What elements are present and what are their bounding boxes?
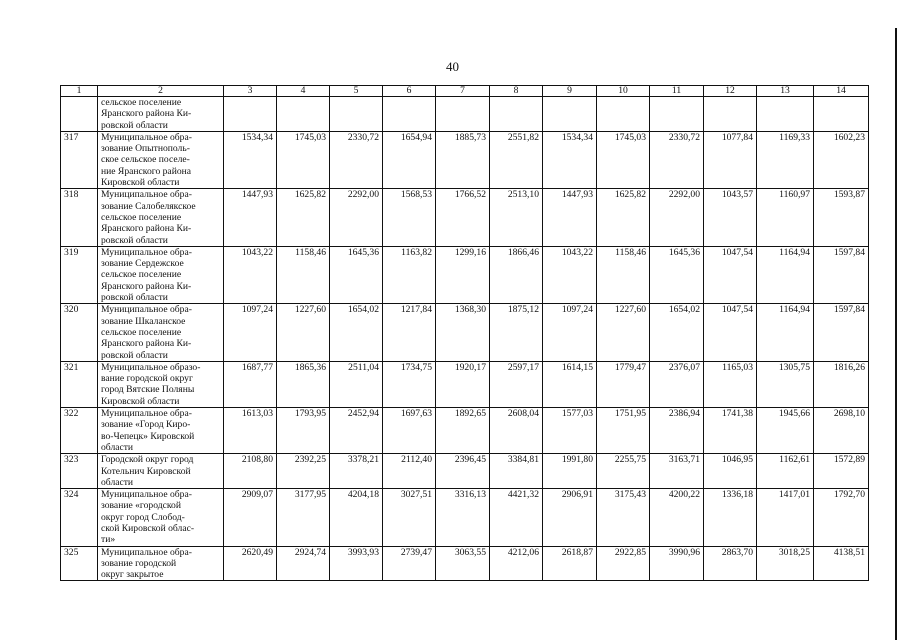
value-cell: [543, 97, 597, 132]
value-cell: 4212,06: [490, 546, 543, 581]
value-cell: 1043,57: [704, 189, 757, 246]
municipality-name-line: ской Кировской облас-: [101, 522, 195, 534]
value-cell: 1741,38: [704, 408, 757, 454]
value-cell: 1697,63: [383, 408, 436, 454]
value-cell: 1625,82: [277, 189, 330, 246]
value-cell: 1227,60: [277, 304, 330, 361]
value-cell: 2330,72: [650, 131, 704, 188]
table-row: [61, 246, 869, 303]
value-cell: 2513,10: [490, 189, 543, 246]
municipality-name-line: зование Сердежское: [101, 258, 184, 270]
column-header: 3: [224, 86, 277, 97]
municipality-name-line: Муниципальное обра-: [101, 131, 192, 143]
value-cell: 2292,00: [650, 189, 704, 246]
column-header: 4: [277, 86, 330, 97]
value-cell: 2551,82: [490, 131, 543, 188]
value-cell: 2608,04: [490, 408, 543, 454]
municipality-name-line: сельское поселение: [101, 97, 182, 108]
table-row: [61, 454, 869, 489]
table-row: [61, 304, 869, 361]
municipality-name-line: Муниципальное образо-: [101, 361, 201, 373]
column-header: 13: [757, 86, 814, 97]
value-cell: 1368,30: [436, 304, 490, 361]
municipality-name-line: ровской области: [101, 349, 168, 361]
municipality-name: [98, 361, 224, 407]
value-cell: 3175,43: [597, 489, 650, 546]
value-cell: [383, 97, 436, 132]
value-cell: [224, 97, 277, 132]
value-cell: 3990,96: [650, 546, 704, 581]
value-cell: 1163,82: [383, 246, 436, 303]
row-number: 324: [61, 489, 98, 546]
value-cell: 1866,46: [490, 246, 543, 303]
value-cell: 2906,91: [543, 489, 597, 546]
value-cell: 4200,22: [650, 489, 704, 546]
value-cell: [330, 97, 383, 132]
municipality-name: [98, 97, 224, 132]
column-header: 11: [650, 86, 704, 97]
municipality-name-line: Муниципальное обра-: [101, 408, 192, 420]
value-cell: 1577,03: [543, 408, 597, 454]
value-cell: 1654,02: [650, 304, 704, 361]
value-cell: 1047,54: [704, 246, 757, 303]
value-cell: 1766,52: [436, 189, 490, 246]
value-cell: [757, 97, 814, 132]
value-cell: 1572,89: [814, 454, 869, 489]
municipality-name-line: области: [101, 476, 134, 488]
value-cell: 1687,77: [224, 361, 277, 407]
row-number: [61, 97, 98, 132]
value-cell: 1991,80: [543, 454, 597, 489]
municipality-name-line: Яранского района Ки-: [101, 108, 192, 120]
value-cell: 3163,71: [650, 454, 704, 489]
value-cell: [650, 97, 704, 132]
municipality-name-line: сельское поселение: [101, 211, 182, 223]
municipality-name-line: ское сельское поселе-: [101, 154, 190, 166]
value-cell: 1305,75: [757, 361, 814, 407]
value-cell: 1158,46: [597, 246, 650, 303]
value-cell: 1077,84: [704, 131, 757, 188]
municipality-name-line: зование Опытнополь-: [101, 143, 190, 155]
table-row: [61, 361, 869, 407]
value-cell: 1162,61: [757, 454, 814, 489]
municipality-name-line: Муниципальное обра-: [101, 489, 192, 501]
row-number: 321: [61, 361, 98, 407]
value-cell: [704, 97, 757, 132]
column-header: 7: [436, 86, 490, 97]
value-cell: 3993,93: [330, 546, 383, 581]
row-number: 319: [61, 246, 98, 303]
value-cell: 2255,75: [597, 454, 650, 489]
value-cell: 2108,80: [224, 454, 277, 489]
value-cell: 1447,93: [224, 189, 277, 246]
value-cell: 1793,95: [277, 408, 330, 454]
municipality-name-line: ровской области: [101, 234, 168, 246]
municipality-name-line: сельское поселение: [101, 269, 182, 281]
value-cell: 2292,00: [330, 189, 383, 246]
value-cell: 1597,84: [814, 246, 869, 303]
value-cell: 1625,82: [597, 189, 650, 246]
value-cell: 2112,40: [383, 454, 436, 489]
table-row: [61, 189, 869, 246]
value-cell: 3384,81: [490, 454, 543, 489]
column-header: 6: [383, 86, 436, 97]
municipality-name-line: Котельнич Кировской: [101, 465, 191, 477]
page-edge-rule: [895, 28, 897, 640]
column-header: 14: [814, 86, 869, 97]
value-cell: 1593,87: [814, 189, 869, 246]
value-cell: 1043,22: [224, 246, 277, 303]
value-cell: 3378,21: [330, 454, 383, 489]
table-row: [61, 131, 869, 188]
municipality-name: [98, 454, 224, 489]
row-number: 325: [61, 546, 98, 581]
value-cell: [814, 97, 869, 132]
municipality-name: [98, 189, 224, 246]
value-cell: 1336,18: [704, 489, 757, 546]
value-cell: 2922,85: [597, 546, 650, 581]
municipality-name: [98, 246, 224, 303]
value-cell: 1645,36: [650, 246, 704, 303]
value-cell: 2376,07: [650, 361, 704, 407]
column-header: 2: [98, 86, 224, 97]
municipality-name-line: зование «Город Киро-: [101, 419, 191, 431]
value-cell: 1097,24: [543, 304, 597, 361]
value-cell: 1043,22: [543, 246, 597, 303]
value-cell: 1164,94: [757, 304, 814, 361]
tariff-table: [60, 85, 869, 581]
value-cell: 2392,25: [277, 454, 330, 489]
column-header: 1: [61, 86, 98, 97]
page-number: 40: [446, 59, 459, 74]
value-cell: 2620,49: [224, 546, 277, 581]
value-cell: 1602,23: [814, 131, 869, 188]
municipality-name: [98, 489, 224, 546]
value-cell: 1892,65: [436, 408, 490, 454]
value-cell: 1614,15: [543, 361, 597, 407]
value-cell: 2452,94: [330, 408, 383, 454]
value-cell: 2511,04: [330, 361, 383, 407]
value-cell: 2924,74: [277, 546, 330, 581]
municipality-name-line: вание городской округ: [101, 373, 193, 385]
municipality-name-line: Кировской области: [101, 395, 180, 407]
column-header: 5: [330, 86, 383, 97]
municipality-name-line: Яранского района Ки-: [101, 280, 192, 292]
header-row: [61, 86, 869, 97]
value-cell: 1047,54: [704, 304, 757, 361]
value-cell: 3018,25: [757, 546, 814, 581]
municipality-name: [98, 408, 224, 454]
municipality-name-line: ние Яранского района: [101, 165, 192, 177]
value-cell: 1654,02: [330, 304, 383, 361]
value-cell: 1920,17: [436, 361, 490, 407]
row-number: 318: [61, 189, 98, 246]
municipality-name-line: округ город Слобод-: [101, 511, 185, 523]
value-cell: 1165,03: [704, 361, 757, 407]
municipality-name-line: Яранского района Ки-: [101, 338, 192, 350]
value-cell: 1097,24: [224, 304, 277, 361]
value-cell: 1160,97: [757, 189, 814, 246]
value-cell: 2698,10: [814, 408, 869, 454]
value-cell: 1568,53: [383, 189, 436, 246]
municipality-name-line: зование Шкаланское: [101, 315, 186, 327]
value-cell: 3177,95: [277, 489, 330, 546]
value-cell: 2909,07: [224, 489, 277, 546]
municipality-name-line: Кировской области: [101, 177, 180, 189]
municipality-name-line: во-Чепецк» Кировской: [101, 430, 195, 442]
value-cell: [597, 97, 650, 132]
value-cell: 1779,47: [597, 361, 650, 407]
value-cell: 1534,34: [543, 131, 597, 188]
municipality-name: [98, 546, 224, 581]
municipality-name-line: Муниципальное обра-: [101, 546, 192, 558]
value-cell: 4138,51: [814, 546, 869, 581]
value-cell: 1745,03: [277, 131, 330, 188]
value-cell: 2330,72: [330, 131, 383, 188]
value-cell: 4421,32: [490, 489, 543, 546]
municipality-name-line: зование Салобелякское: [101, 200, 196, 212]
row-number: 322: [61, 408, 98, 454]
municipality-name-line: город Вятские Поляны: [101, 384, 195, 396]
value-cell: 3063,55: [436, 546, 490, 581]
value-cell: 1158,46: [277, 246, 330, 303]
value-cell: 3027,51: [383, 489, 436, 546]
municipality-name-line: ровской области: [101, 119, 168, 131]
column-header: 10: [597, 86, 650, 97]
municipality-name-line: зование городской: [101, 557, 177, 569]
value-cell: 1734,75: [383, 361, 436, 407]
table-row: [61, 97, 869, 132]
row-number: 320: [61, 304, 98, 361]
value-cell: 1217,84: [383, 304, 436, 361]
value-cell: [490, 97, 543, 132]
value-cell: 1534,34: [224, 131, 277, 188]
row-number: 323: [61, 454, 98, 489]
value-cell: 1597,84: [814, 304, 869, 361]
value-cell: 1816,26: [814, 361, 869, 407]
municipality-name-line: Городской округ город: [101, 454, 194, 466]
value-cell: [436, 97, 490, 132]
value-cell: 1654,94: [383, 131, 436, 188]
value-cell: 2618,87: [543, 546, 597, 581]
municipality-name-line: Яранского района Ки-: [101, 223, 192, 235]
value-cell: 3316,13: [436, 489, 490, 546]
value-cell: 2597,17: [490, 361, 543, 407]
value-cell: 1792,70: [814, 489, 869, 546]
municipality-name-line: Муниципальное обра-: [101, 189, 192, 201]
value-cell: 1885,73: [436, 131, 490, 188]
municipality-name-line: области: [101, 441, 134, 453]
value-cell: 1164,94: [757, 246, 814, 303]
value-cell: 2396,45: [436, 454, 490, 489]
value-cell: 2739,47: [383, 546, 436, 581]
row-number: 317: [61, 131, 98, 188]
value-cell: 1613,03: [224, 408, 277, 454]
value-cell: 1945,66: [757, 408, 814, 454]
municipality-name-line: зование «городской: [101, 500, 181, 512]
value-cell: 1299,16: [436, 246, 490, 303]
municipality-name-line: Муниципальное обра-: [101, 304, 192, 316]
municipality-name-line: сельское поселение: [101, 326, 182, 338]
municipality-name: [98, 304, 224, 361]
value-cell: 2863,70: [704, 546, 757, 581]
value-cell: 1645,36: [330, 246, 383, 303]
value-cell: 2386,94: [650, 408, 704, 454]
value-cell: 1417,01: [757, 489, 814, 546]
column-header: 9: [543, 86, 597, 97]
value-cell: 1875,12: [490, 304, 543, 361]
municipality-name-line: ти»: [101, 534, 116, 546]
value-cell: 1865,36: [277, 361, 330, 407]
value-cell: 1169,33: [757, 131, 814, 188]
value-cell: [277, 97, 330, 132]
value-cell: 1447,93: [543, 189, 597, 246]
column-header: 12: [704, 86, 757, 97]
municipality-name-line: Муниципальное обра-: [101, 246, 192, 258]
value-cell: 1227,60: [597, 304, 650, 361]
column-header: 8: [490, 86, 543, 97]
table-row: [61, 408, 869, 454]
municipality-name: [98, 131, 224, 188]
municipality-name-line: округ закрытое: [101, 569, 164, 581]
value-cell: 1046,95: [704, 454, 757, 489]
value-cell: 4204,18: [330, 489, 383, 546]
table-row: [61, 489, 869, 546]
value-cell: 1751,95: [597, 408, 650, 454]
municipality-name-line: ровской области: [101, 292, 168, 304]
value-cell: 1745,03: [597, 131, 650, 188]
table-row: [61, 546, 869, 581]
